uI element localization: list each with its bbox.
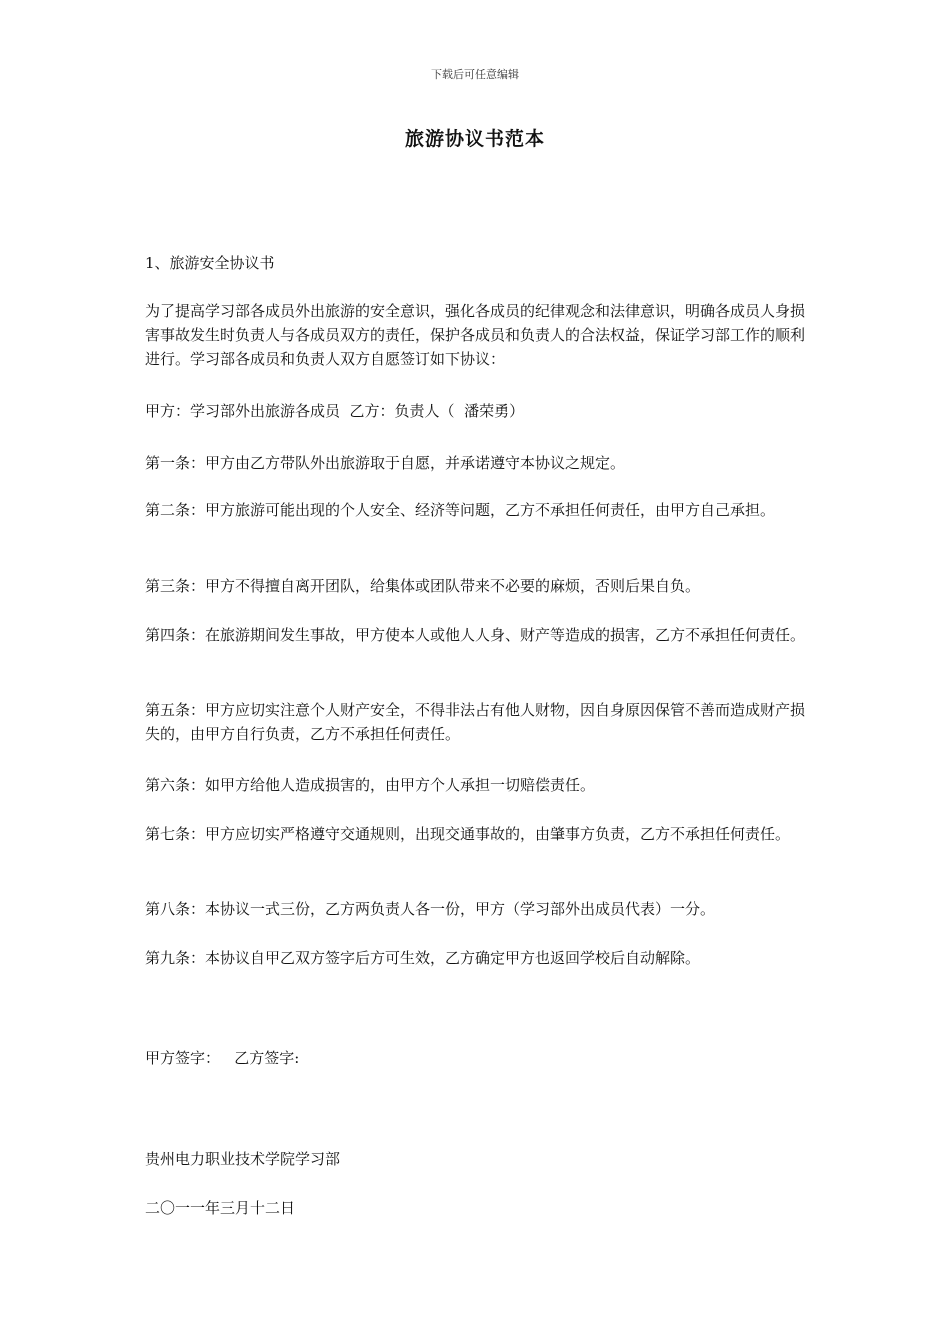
- document-date: 二〇一一年三月十二日: [145, 1199, 296, 1217]
- article-7: 第七条：甲方应切实严格遵守交通规则，出现交通事故的，由肇事方负责，乙方不承担任何责任。: [145, 825, 791, 843]
- intro-paragraph: 为了提高学习部各成员外出旅游的安全意识，强化各成员的纪律观念和法律意识，明确各成员人身损害事故发生时负责人与各成员双方的责任，保护各成员和负责人的合法权益，保证学习部工作的顺利进行。学习部各成员和负责人双方自愿签订如下协议：: [145, 302, 806, 368]
- article-9: 第九条：本协议自甲乙双方签字后方可生效，乙方确定甲方也返回学校后自动解除。: [145, 949, 701, 967]
- article-2: 第二条：甲方旅游可能出现的个人安全、经济等问题，乙方不承担任何责任，由甲方自己承担。: [145, 501, 776, 519]
- article-5: 第五条：甲方应切实注意个人财产安全，不得非法占有他人财物，因自身原因保管不善而造成财产损失的，由甲方自行负责，乙方不承担任何责任。: [145, 701, 806, 743]
- organization-name: 贵州电力职业技术学院学习部: [145, 1150, 341, 1168]
- article-8: 第八条：本协议一式三份，乙方两负责人各一份，甲方（学习部外出成员代表）一分。: [145, 900, 716, 918]
- article-3: 第三条：甲方不得擅自离开团队，给集体或团队带来不必要的麻烦，否则后果自负。: [145, 577, 701, 595]
- article-4: 第四条：在旅游期间发生事故，甲方使本人或他人人身、财产等造成的损害，乙方不承担任何责任。: [145, 626, 806, 644]
- signature-line: 甲方签字： 乙方签字:: [145, 1049, 300, 1067]
- document-title: 旅游协议书范本: [404, 128, 545, 150]
- article-6: 第六条：如甲方给他人造成损害的，由甲方个人承担一切赔偿责任。: [145, 776, 596, 794]
- section-heading: 1、旅游安全协议书: [145, 254, 275, 272]
- article-1: 第一条：甲方由乙方带队外出旅游取于自愿，并承诺遵守本协议之规定。: [145, 454, 626, 472]
- header-note: 下载后可任意编辑: [431, 68, 519, 81]
- parties-line: 甲方：学习部外出旅游各成员 乙方：负责人（ 潘荣勇）: [145, 402, 525, 420]
